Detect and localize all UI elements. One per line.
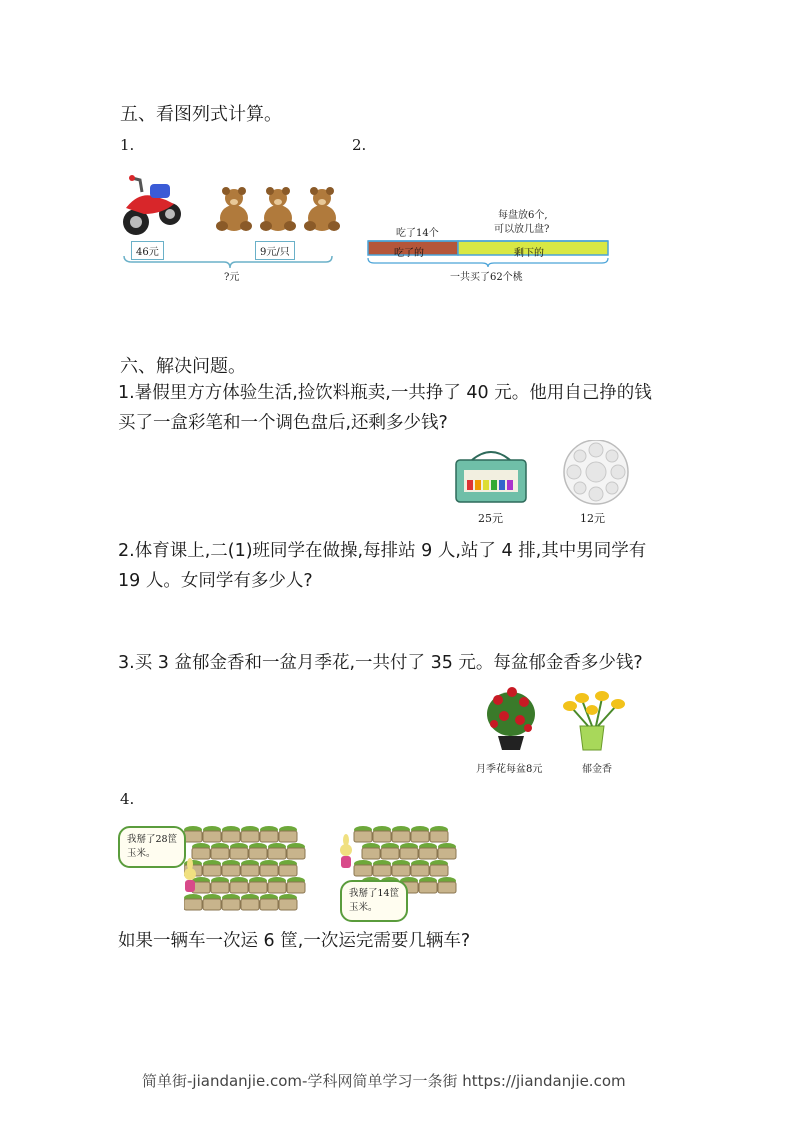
q4-question: 如果一辆车一次运 6 筐,一次运完需要几辆车?	[118, 931, 471, 951]
corn-basket-icon	[268, 877, 286, 893]
teddy-bear-icon	[304, 187, 340, 231]
tulip-pot-icon	[563, 691, 625, 750]
speech-bubble-1	[118, 826, 186, 868]
corn-basket-icon	[241, 894, 259, 910]
q1-price-crayons: 25元	[478, 512, 503, 525]
price-bear: 9元/只	[255, 241, 295, 260]
q3-label-tulip: 郁金香	[582, 764, 612, 775]
ate-label: 吃了14个	[396, 228, 439, 239]
corn-basket-icon	[373, 826, 391, 842]
corn-basket-icon	[192, 843, 210, 859]
corn-basket-icon	[287, 877, 305, 893]
q4-figure	[184, 822, 466, 914]
corn-basket-icon	[411, 860, 429, 876]
bar-ate-label: 吃了的	[394, 248, 424, 259]
palette-icon	[564, 440, 628, 504]
corn-basket-icon	[203, 826, 221, 842]
motorbike-icon	[123, 175, 181, 235]
section6-title: 六、解决问题。	[120, 356, 246, 377]
corn-basket-icon	[222, 860, 240, 876]
corn-basket-icon	[392, 860, 410, 876]
bubble1-line1: 我掰了28筐	[127, 834, 178, 845]
total-unknown: ?元	[224, 272, 240, 283]
footer: 简单街-jiandanjie.com-学科网简单学习一条街 https://jiandanjie.com	[142, 1072, 626, 1090]
bubble1-line2: 玉米。	[127, 848, 156, 859]
corn-basket-icon	[279, 894, 297, 910]
teddy-bear-icon	[260, 187, 296, 231]
q3-figure	[484, 680, 634, 754]
bar-left-label: 剩下的	[514, 248, 544, 259]
corn-basket-icon	[211, 877, 229, 893]
corn-basket-icon	[411, 826, 429, 842]
problem1-number: 1.	[120, 136, 135, 154]
corn-basket-icon	[184, 826, 202, 842]
corn-basket-icon	[268, 843, 286, 859]
corn-basket-icon	[438, 877, 456, 893]
section5-title: 五、看图列式计算。	[120, 104, 282, 125]
q2-line2: 19 人。女同学有多少人?	[118, 571, 313, 591]
question-line2: 可以放几盘?	[494, 224, 550, 235]
bubble2-line2: 玉米。	[349, 902, 378, 913]
q3-label-rose: 月季花每盆8元	[476, 764, 543, 775]
corn-basket-icon	[203, 860, 221, 876]
corn-basket-icon	[222, 894, 240, 910]
total-brace-2	[366, 258, 612, 268]
corn-basket-icon	[373, 860, 391, 876]
bubble2-line1: 我掰了14筐	[349, 888, 400, 899]
q3-line1: 3.买 3 盆郁金香和一盆月季花,一共付了 35 元。每盆郁金香多少钱?	[118, 653, 643, 673]
problem2-number: 2.	[352, 136, 367, 154]
corn-basket-icon	[260, 860, 278, 876]
corn-basket-icon	[260, 894, 278, 910]
corn-basket-icon	[260, 826, 278, 842]
corn-basket-icon	[230, 843, 248, 859]
corn-basket-icon	[222, 826, 240, 842]
corn-basket-icon	[438, 843, 456, 859]
corn-basket-icon	[241, 860, 259, 876]
corn-basket-icon	[354, 826, 372, 842]
corn-basket-icon	[203, 894, 221, 910]
q4-number: 4.	[120, 790, 135, 808]
price-motorbike: 46元	[131, 241, 164, 260]
corn-basket-icon	[381, 843, 399, 859]
corn-basket-icon	[211, 843, 229, 859]
corn-basket-icon	[354, 860, 372, 876]
corn-basket-icon	[419, 843, 437, 859]
corn-basket-icon	[419, 877, 437, 893]
crayon-box-icon	[456, 452, 526, 502]
corn-basket-icon	[249, 877, 267, 893]
q2-line1: 2.体育课上,二(1)班同学在做操,每排站 9 人,站了 4 排,其中男同学有	[118, 541, 647, 561]
corn-basket-icon	[249, 843, 267, 859]
corn-basket-icon	[279, 826, 297, 842]
rose-pot-icon	[487, 687, 535, 750]
corn-basket-icon	[430, 860, 448, 876]
corn-basket-icon	[241, 826, 259, 842]
corn-basket-icon	[184, 894, 202, 910]
corn-basket-icon	[362, 843, 380, 859]
rabbit-icon-2	[336, 834, 356, 870]
teddy-bear-icon	[216, 187, 252, 231]
q1-figure	[450, 440, 650, 510]
q1-line1: 1.暑假里方方体验生活,捡饮料瓶卖,一共挣了 40 元。他用自己挣的钱	[118, 383, 652, 403]
corn-basket-icon	[392, 826, 410, 842]
corn-basket-icon	[287, 843, 305, 859]
q1-price-palette: 12元	[580, 512, 605, 525]
corn-basket-icon	[400, 843, 418, 859]
corn-basket-icon	[230, 877, 248, 893]
q1-line2: 买了一盒彩笔和一个调色盘后,还剩多少钱?	[118, 413, 448, 433]
problem1-figure	[118, 170, 343, 280]
corn-basket-icon	[279, 860, 297, 876]
corn-basket-icon	[430, 826, 448, 842]
question-line1: 每盘放6个,	[498, 210, 548, 221]
speech-bubble-2	[340, 880, 408, 922]
total-peaches: 一共买了62个桃	[450, 272, 523, 283]
